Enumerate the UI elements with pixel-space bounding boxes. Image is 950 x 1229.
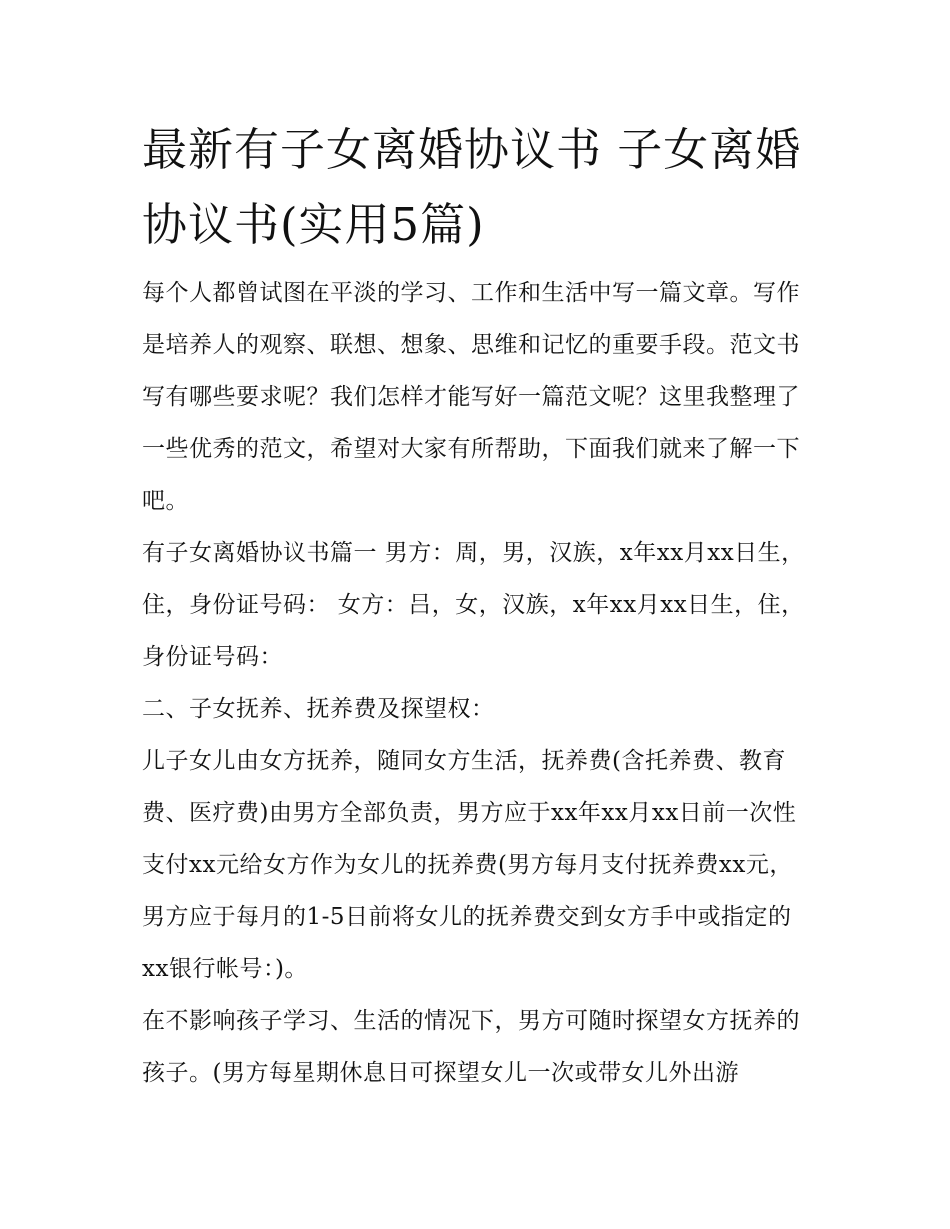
document-title: 最新有子女离婚协议书 子女离婚协议书(实用5篇) [142,123,802,251]
paragraph-intro: 每个人都曾试图在平淡的学习、工作和生活中写一篇文章。写作是培养人的观察、联想、想象、思维和记忆的重要手段。范文书写有哪些要求呢？我们怎样才能写好一篇范文呢？这里我整理了一些优秀的范文，希望对大家有所帮助，下面我们就来了解一下吧。 [142,280,800,514]
paragraph-section-heading: 二、子女抚养、抚养费及探望权： [142,696,495,722]
paragraph-parties: 有子女离婚协议书篇一 男方：周，男，汉族，x年xx月xx日生，住，身份证号码： 女方：吕，女，汉族，x年xx月xx日生，住，身份证号码： [142,540,805,670]
document-page [142,112,814,1099]
paragraph-visitation: 在不影响孩子学习、生活的情况下，男方可随时探望女方抚养的孩子。(男方每星期休息日可探望女儿一次或带女儿外出游 [142,1008,800,1086]
paragraph-custody: 儿子女儿由女方抚养，随同女方生活，抚养费(含托养费、教育费、医疗费)由男方全部负责，男方应于xx年xx月xx日前一次性支付xx元给女方作为女儿的抚养费(男方每月支付抚养费xx元，男方应于每月的1-5日前将女儿的抚养费交到女方手中或指定的xx银行帐号：)。 [142,748,797,982]
